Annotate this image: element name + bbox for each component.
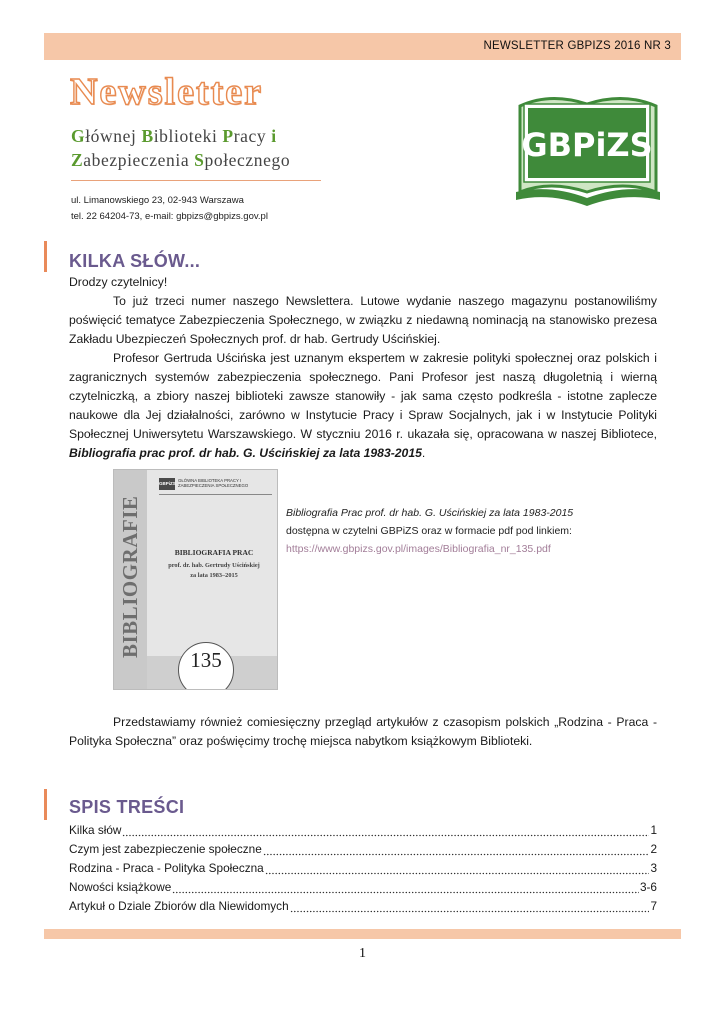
library-name-line2: Zabezpieczenia Społecznego [71,150,291,170]
bibliography-availability: dostępna w czytelni GBPiZS oraz w formacie pdf pod linkiem: [286,525,572,537]
book-cover-image [113,469,278,690]
header-bar [44,33,681,60]
toc-item[interactable]: Rodzina - Praca - Polityka Społeczna 3 [69,861,657,879]
cover-logo: GBPiZS [159,478,175,490]
cover-years: za lata 1983–2015 [190,572,238,579]
cover-number: 135 [190,648,222,672]
section-marker [44,241,47,272]
newsletter-title: Newsletter [70,71,264,113]
cover-org-name: GŁÓWNA BIBLIOTEKA PRACY I ZABEZPIECZENIA SPOŁECZNEGO [178,478,249,488]
cover-title: BIBLIOGRAFIA PRAC [174,548,254,557]
bibliography-title: Bibliografia Prac prof. dr hab. G. Uścińskiej za lata 1983-2015 [286,507,574,519]
logo-text: GBPiZS [521,126,653,164]
section-marker [44,789,47,820]
bibliography-link[interactable]: https://www.gbpizs.gov.pl/images/Bibliografia_nr_135.pdf [286,543,551,555]
toc-item[interactable]: Artykuł o Dziale Zbiorów dla Niewidomych 7 [69,899,657,917]
greeting: Drodzy czytelnicy! [69,275,168,289]
intro-paragraph-1: To już trzeci numer naszego Newslettera. Lutowe wydanie naszego magazynu postanowiliśmy poświęcić tematyce Zabezpieczenia Społecznego, w związku z niedawną nominacją na stanowisko prezesa Zakładu Ubezpieczeń Społecznych prof. dr hab. Gertrudy Uścińskiej. [69,294,657,346]
issue-label: NEWSLETTER GBPIZS 2016 NR 3 [483,40,671,52]
address: ul. Limanowskiego 23, 02-943 Warszawa [71,195,244,206]
cover-subtitle: prof. dr. hab. Gertrudy Uścińskiej [168,562,260,569]
intro-paragraph-3: Przedstawiamy również comiesięczny przegląd artykułów z czasopism polskich „Rodzina - Praca - Polityka Społeczna” oraz poświęcimy trochę miejsca nabytkom książkowym Biblioteki. [69,715,657,748]
contact-info: tel. 22 64204-73, e-mail: gbpizs@gbpizs.gov.pl [71,211,268,222]
toc-heading: SPIS TREŚCI [69,797,185,817]
footer-bar [44,929,681,939]
toc-item[interactable]: Czym jest zabezpieczenie społeczne 2 [69,842,657,860]
header-divider [71,180,321,181]
intro-heading: KILKA SŁÓW... [69,251,201,271]
gbpizs-logo [510,88,665,210]
cover-spine-text: BIBLIOGRAFIE [118,495,142,659]
toc-item[interactable]: Nowości książkowe 3-6 [69,880,657,898]
intro-paragraph-2: Profesor Gertruda Uścińska jest uznanym ekspertem w zakresie polityki społecznej oraz polskich i zagranicznych systemów zabezpieczenia społecznego. Pani Profesor jest naszą długoletnią i wierną czytelniczką, a zbiory naszej biblioteki zawsze stanowiły - jak sama często podkreśla - istotne zaplecze naukowe dla Jej działalności, zarówno w Instytucie Pracy i Spraw Socjalnych, jak i w Instytucie Polityki Społecznej Uniwersytetu Warszawskiego. W styczniu 2016 r. ukazała się, opracowana w naszej Bibliotece, Bibliografia prac prof. dr hab. G. Uścińskiej za lata 1983-2015. [69,351,657,460]
page-number: 1 [359,946,366,961]
library-name-line1: Głównej Biblioteki Pracy i [71,126,277,146]
toc-item[interactable]: Kilka słów 1 [69,823,657,841]
